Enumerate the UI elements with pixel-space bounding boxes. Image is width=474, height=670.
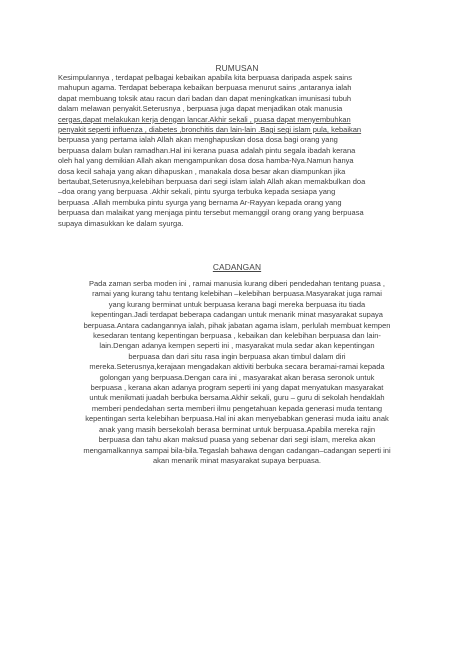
- paragraph-line: kesedaran tentang kepentingan berpuasa , kebaikan dan kelebihan berpuasa dan lain-: [93, 331, 381, 341]
- paragraph-line: bertaubat,Seterusnya,kelebihan berpuasa dari segi islam ialah Allah akan memakbulkan doa: [58, 177, 366, 187]
- paragraph-line: anak yang masih bersekolah berasa berminat untuk berpuasa.Apabila mereka rajin: [99, 424, 375, 434]
- paragraph-line: kepentingan.Jadi terdapat beberapa cadangan untuk menarik minat masyarakat supaya: [91, 310, 383, 320]
- paragraph-line: berpuasa .Allah membuka pintu syurga yang bernama Ar-Rayyan kepada orang yang: [58, 197, 342, 207]
- paragraph-line: oleh hal yang demikian Allah akan mengampunkan dosa dosa hamba-Nya.Namun hanya: [58, 156, 354, 166]
- paragraph-line: berpuasa dan tahu akan maksud puasa yang sebenar dari segi islam, mereka akan: [98, 435, 376, 445]
- paragraph-line: kepentingan serta kelebihan berpuasa.Hal ini akan menyebabkan generasi muda iaitu anak: [85, 414, 389, 424]
- rumusan-paragraph: [58, 73, 428, 229]
- paragraph-line: lain.Dengan adanya kempen seperti ini , masyarakat mula sedar akan kepentingan: [99, 341, 375, 351]
- paragraph-line: mahupun agama. Terdapat beberapa kebaikan berpuasa menurut sains ,antaranya ialah: [58, 83, 352, 93]
- paragraph-line: golongan yang berpuasa.Dengan cara ini , masyarakat akan berasa seronok untuk: [99, 372, 375, 382]
- underlined-text: cergas,dapat melakukan kerja dengan lancar.Akhir sekali , puasa dapat menyembuhkan: [58, 114, 351, 124]
- paragraph-line: untuk menikmati juadah berbuka bersama.Akhir sekali, guru – guru di sekolah hendaklah: [89, 393, 385, 403]
- paragraph-line: akan menarik minat masyarakat supaya berpuasa.: [152, 455, 321, 465]
- paragraph-line: yang kurang berminat untuk berpuasa kerana bagi mereka berpuasa itu tiada: [108, 299, 366, 309]
- paragraph-line: memberi pendedahan serta memberi ilmu pengetahuan kepada generasi muda tentang: [91, 403, 383, 413]
- paragraph-line: berpuasa yang pertama ialah Allah akan menghapuskan dosa dosa bagi orang yang: [58, 135, 338, 145]
- paragraph-line-underlined: [58, 115, 428, 125]
- paragraph-line-underlined: [58, 125, 428, 135]
- paragraph-line: berpuasa dan dari situ rasa ingin berpuasa akan timbul dalam diri: [128, 351, 346, 361]
- paragraph-line: –doa orang yang berpuasa .Akhir sekali, pintu syurga terbuka kepada sesiapa yang: [58, 187, 336, 197]
- paragraph-line: berpuasa , kerana akan adanya program seperti ini yang dapat menyatukan masyarakat: [90, 383, 384, 393]
- paragraph-line: berpuasa dan malaikat yang menjaga pintu tersebut memanggil orang orang yang berpuasa: [58, 208, 364, 218]
- paragraph-line: berpuasa.Antara cadangannya ialah, pihak jabatan agama islam, perlulah membuat kempen: [83, 320, 391, 330]
- paragraph-line: dapat membuang toksik atau racun dari badan dan dapat meningkatkan imunisasi tubuh: [58, 93, 352, 103]
- paragraph-line: mereka.Seterusnya,kerajaan mengadakan aktiviti berbuka secara beramai-ramai kepada: [89, 362, 385, 372]
- section-title-cadangan: CADANGAN: [212, 262, 262, 272]
- cadangan-paragraph: [50, 279, 424, 466]
- paragraph-line: Pada zaman serba moden ini , ramai manusia kurang diberi pendedahan tentang puasa ,: [88, 279, 386, 288]
- paragraph-line: supaya dimasukkan ke dalam syurga.: [58, 218, 184, 228]
- paragraph-line: berpuasa dalam bulan ramadhan.Hal ini kerana puasa adalah pintu segala ibadah kerana: [58, 145, 356, 155]
- paragraph-line: dosa kecil sahaja yang akan dihapuskan , manakala dosa besar akan diampunkan jika: [58, 166, 346, 176]
- paragraph-line: dalam melawan penyakit.Seterusnya , berpuasa juga dapat menjadikan otak manusia: [58, 104, 343, 114]
- paragraph-line: ramai yang kurang tahu tentang kelebihan –kelebihan berpuasa.Masyarakat juga ramai: [92, 289, 382, 299]
- paragraph-line: mengamalkannya sampai bila-bila.Tegaslah bahawa dengan cadangan–cadangan seperti ini: [83, 445, 391, 455]
- paragraph-line: Kesimpulannya , terdapat pelbagai kebaikan apabila kita berpuasa daripada aspek sains: [58, 73, 352, 82]
- underlined-text: penyakit seperti influenza , diabetes ,bronchitis dan lain-lain .Bagi segi islam pula, kebaikan: [58, 125, 362, 135]
- section-title-rumusan: RUMUSAN: [215, 63, 259, 73]
